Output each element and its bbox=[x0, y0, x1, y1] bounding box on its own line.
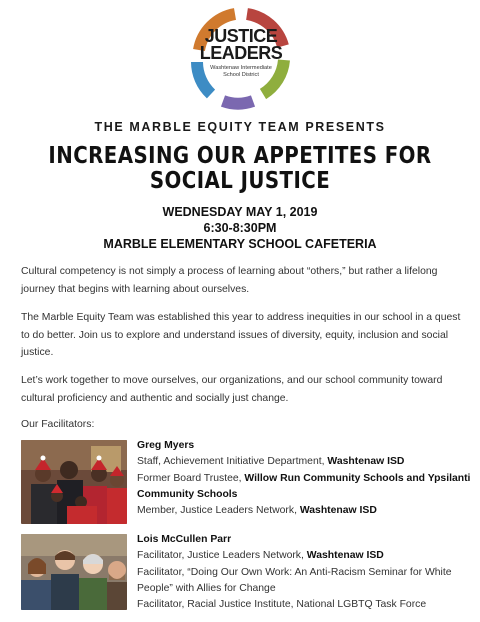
role-text: Facilitator, Justice Leaders Network, bbox=[137, 550, 307, 562]
intro-paragraph: Cultural competency is not simply a process of learning about “others,” but rather a lifelong journey that begins with learning about ourselves. bbox=[21, 266, 438, 295]
role-org: Washtenaw ISD bbox=[327, 456, 405, 468]
event-location: MARBLE ELEMENTARY SCHOOL CAFETERIA bbox=[103, 237, 377, 251]
role-org: Washtenaw ISD bbox=[299, 505, 377, 517]
logo-subtitle bbox=[185, 65, 297, 78]
facilitator-role-1 bbox=[137, 548, 477, 564]
logo-title-line2: LEADERS bbox=[199, 43, 283, 63]
justice-leaders-logo bbox=[185, 6, 297, 110]
team-paragraph: The Marble Equity Team was established this year to address inequities in our school in a quest to do better. Join us to explore and understand issues of diversity, equity, inclusion and social justice. bbox=[21, 312, 461, 358]
call-to-action-paragraph: Let’s work together to move ourselves, our organizations, and our school community toward cultural proficiency and authentic and socially just change. bbox=[21, 375, 443, 404]
logo-sub-line1: Washtenaw Intermediate bbox=[210, 65, 272, 71]
facilitator-name: Lois McCullen Parr bbox=[137, 534, 232, 545]
facilitator-name: Greg Myers bbox=[137, 440, 195, 451]
facilitators-heading: Our Facilitators: bbox=[21, 419, 95, 430]
event-date: WEDNESDAY MAY 1, 2019 bbox=[162, 205, 318, 219]
logo-title-line1: JUSTICE bbox=[204, 26, 278, 46]
facilitator-role-3: Facilitator, Racial Justice Institute, National LGBTQ Task Force bbox=[137, 599, 427, 611]
lois-parr-group-photo bbox=[21, 534, 127, 610]
role-org: Willow Run Community Schools and Ypsilanti Community Schools bbox=[137, 472, 471, 500]
role-text: Staff, Achievement Initiative Department, bbox=[137, 456, 328, 468]
event-headline bbox=[34, 144, 447, 194]
facilitator-role-3 bbox=[137, 503, 477, 519]
greg-myers-group-photo bbox=[21, 440, 127, 524]
headline-line1: INCREASING OUR APPETITES FOR bbox=[48, 143, 432, 169]
facilitator-role-2 bbox=[137, 471, 477, 504]
event-details bbox=[0, 204, 480, 252]
logo-title bbox=[185, 28, 297, 62]
facilitator-lois-parr bbox=[137, 532, 477, 613]
facilitator-role-1 bbox=[137, 454, 477, 470]
role-org: Washtenaw ISD bbox=[306, 550, 384, 562]
event-time: 6:30-8:30PM bbox=[203, 221, 277, 235]
presenter-line: THE MARBLE EQUITY TEAM PRESENTS bbox=[94, 120, 386, 134]
logo-sub-line2: School District bbox=[223, 71, 259, 78]
facilitator-role-2: Facilitator, “Doing Our Own Work: An Anti-Racism Seminar for White People” with Allies for Change bbox=[137, 566, 452, 594]
role-text: Member, Justice Leaders Network, bbox=[137, 505, 300, 517]
logo-arc-purple bbox=[223, 101, 253, 104]
role-text: Former Board Trustee, bbox=[137, 472, 245, 484]
facilitator-greg-myers bbox=[137, 438, 477, 519]
headline-line2: SOCIAL JUSTICE bbox=[149, 168, 331, 194]
